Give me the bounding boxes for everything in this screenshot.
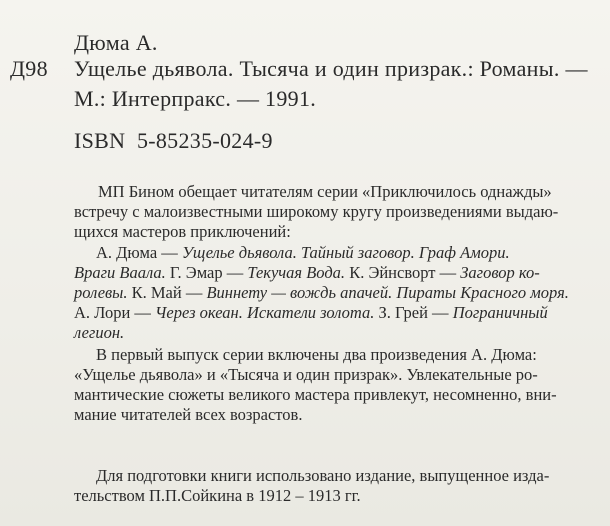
author-lori: А. Лори — xyxy=(74,303,156,322)
annotation-line-2: встречу с малоизвестными широкому кругу произведениями выдаю- xyxy=(74,202,559,221)
annotation-line-3: щихся мастеров приключений: xyxy=(74,222,291,241)
author-heading: Дюма А. xyxy=(74,30,158,55)
author-emar: Г. Эмар — xyxy=(165,263,248,282)
title-zagovor-part1: Заговор ко- xyxy=(460,263,540,282)
annotation-line-1: МП Бином обещает читателям серии «Приключилось однажды» xyxy=(98,182,552,201)
annotation-line-6 xyxy=(74,283,569,303)
title-grey-part2: легион. xyxy=(74,323,125,342)
title-grey-part1: Пограничный xyxy=(452,303,548,322)
author-dumas: А. Дюма — xyxy=(96,243,182,262)
title-line-1: Ущелье дьявола. Тысяча и один призрак.: Романы. — xyxy=(74,56,588,81)
annotation-line-4 xyxy=(96,243,510,263)
annotation-line-7 xyxy=(74,303,548,323)
annotation-p2-line-4: мание читателей всех возрастов. xyxy=(74,405,303,424)
author-ainsworth: К. Эйнсворт — xyxy=(345,263,461,282)
catalog-code: Д98 xyxy=(10,56,48,81)
titles-lori: Через океан. Искатели золота. xyxy=(155,303,375,322)
annotation-line-5 xyxy=(74,263,540,283)
isbn-line xyxy=(74,128,273,154)
footer-line-1: Для подготовки книги использовано издание, выпущенное изда- xyxy=(96,466,550,485)
author-grey: З. Грей — xyxy=(374,303,453,322)
title-vragi-vaala: Враги Ваала. xyxy=(74,263,166,282)
isbn-label: ISBN xyxy=(74,128,126,153)
titles-may: Виннету — вождь апачей. Пираты Красного моря. xyxy=(206,283,569,302)
titles-dumas: Ущелье дьявола. Тайный заговор. Граф Амори. xyxy=(181,243,510,262)
annotation-p2-line-2: «Ущелье дьявола» и «Тысяча и один призрак». Увлекательные ро- xyxy=(74,365,538,384)
annotation-p2-line-1: В первый выпуск серии включены два произведения А. Дюма: xyxy=(96,345,537,364)
author-may: К. Май — xyxy=(127,283,207,302)
title-zagovor-part2: ролевы. xyxy=(74,283,128,302)
annotation-line-8 xyxy=(74,323,124,343)
title-line-2: М.: Интерпракс. — 1991. xyxy=(74,86,317,111)
annotation-p2-line-3: мантические сюжеты великого мастера привлекут, несомненно, вни- xyxy=(74,385,557,404)
footer-line-2: тельством П.П.Сойкина в 1912 – 1913 гг. xyxy=(74,486,361,505)
isbn-value: 5-85235-024-9 xyxy=(136,128,273,153)
title-tekuchaya-voda: Текучая Вода. xyxy=(247,263,346,282)
